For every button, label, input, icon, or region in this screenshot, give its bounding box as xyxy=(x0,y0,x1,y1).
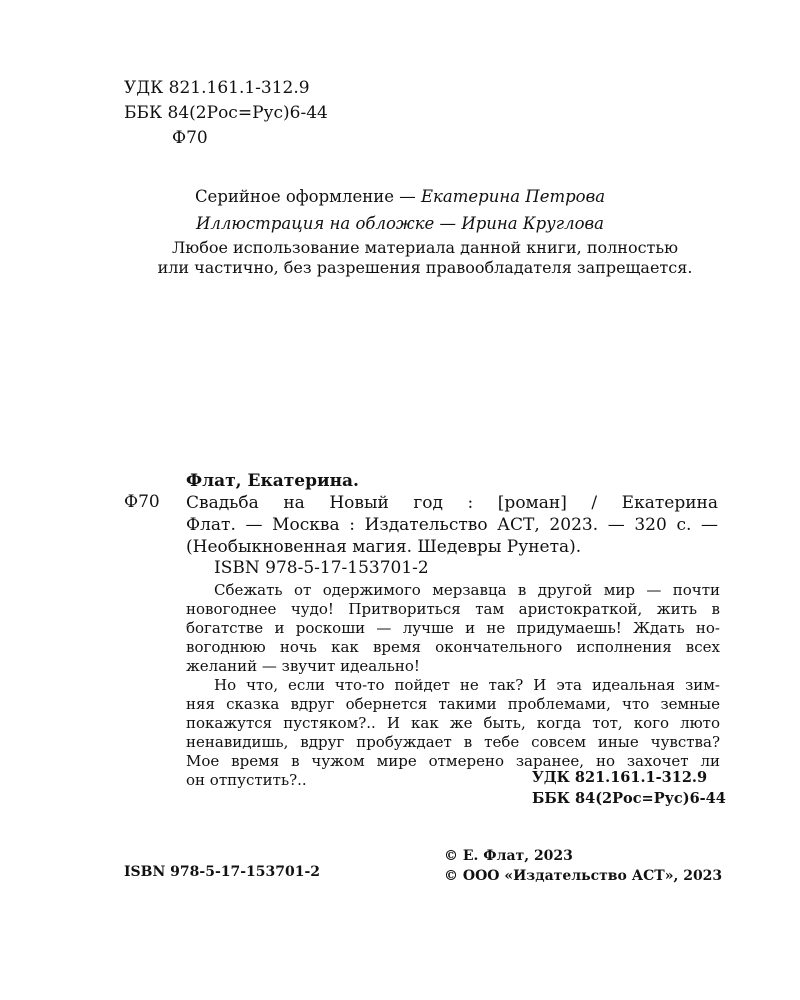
copyright-notice xyxy=(0,238,800,278)
annotation-line: ненавидишь, вдруг пробуждает в тебе совсем иные чувства? xyxy=(186,733,720,751)
bib-line-2: Флат. — Москва : Издательство АСТ, 2023. — 320 с. — xyxy=(186,515,718,535)
bib-line-3: (Необыкновенная магия. Шедевры Рунета). xyxy=(186,537,582,557)
annotation-line: покажутся пустяком?.. И как же быть, когда тот, кого люто xyxy=(186,714,720,732)
annotation-line: новогоднее чудо! Притвориться там аристократкой, жить в xyxy=(186,600,720,618)
annotation-line: желаний — звучит идеально! xyxy=(186,657,420,675)
cover-illustration-name: Ирина Круглова xyxy=(461,214,604,233)
cover-illustration-label: Иллюстрация на обложке — xyxy=(196,214,457,233)
copyright-publisher: © ООО «Издательство АСТ», 2023 xyxy=(444,868,723,884)
annotation-line: вогоднюю ночь как время окончательного исполнения всех xyxy=(186,638,720,656)
catalog-author-heading: Флат, Екатерина. xyxy=(186,471,359,491)
catalog-udk-code: УДК 821.161.1-312.9 xyxy=(532,769,708,786)
notice-line-1: Любое использование материала данной книги, полностью xyxy=(171,238,679,257)
catalog-isbn: ISBN 978-5-17-153701-2 xyxy=(214,558,429,578)
notice-line-2: или частично, без разрешения правообладателя запрещается. xyxy=(157,258,693,277)
series-design-label: Серийное оформление — xyxy=(194,187,416,206)
cover-illustration-credit xyxy=(0,214,800,233)
annotation-paragraph-1 xyxy=(186,581,720,676)
author-sign: Ф70 xyxy=(172,128,208,148)
annotation-line: Мое время в чужом мире отмерено заранее, но захочет ли xyxy=(186,752,720,770)
udk-code: УДК 821.161.1-312.9 xyxy=(124,78,310,98)
header-classification-codes xyxy=(124,76,328,151)
bib-line-1: Свадьба на Новый год : [роман] / Екатерина xyxy=(186,493,718,513)
copyright-author: © Е. Флат, 2023 xyxy=(444,848,573,864)
bbk-code: ББК 84(2Рос=Рус)6-44 xyxy=(124,103,328,123)
annotation xyxy=(186,581,720,790)
annotation-line: няя сказка вдруг обернется такими проблемами, что земные xyxy=(186,695,720,713)
annotation-line: богатстве и роскоши — лучше и не придумаешь! Ждать но- xyxy=(186,619,720,637)
catalog-author-sign: Ф70 xyxy=(124,492,160,512)
catalog-bbk-code: ББК 84(2Рос=Рус)6-44 xyxy=(532,790,726,807)
bibliographic-description xyxy=(186,492,718,558)
series-design-credit xyxy=(0,187,800,206)
annotation-line: Но что, если что-то пойдет не так? И эта идеальная зим- xyxy=(214,676,720,694)
series-design-name: Екатерина Петрова xyxy=(421,187,606,206)
copyright-lines xyxy=(444,846,722,886)
footer-isbn: ISBN 978-5-17-153701-2 xyxy=(124,864,321,880)
annotation-line: он отпустить?.. xyxy=(186,771,307,789)
annotation-line: Сбежать от одержимого мерзавца в другой мир — почти xyxy=(214,581,720,599)
catalog-classification-codes xyxy=(532,767,726,809)
